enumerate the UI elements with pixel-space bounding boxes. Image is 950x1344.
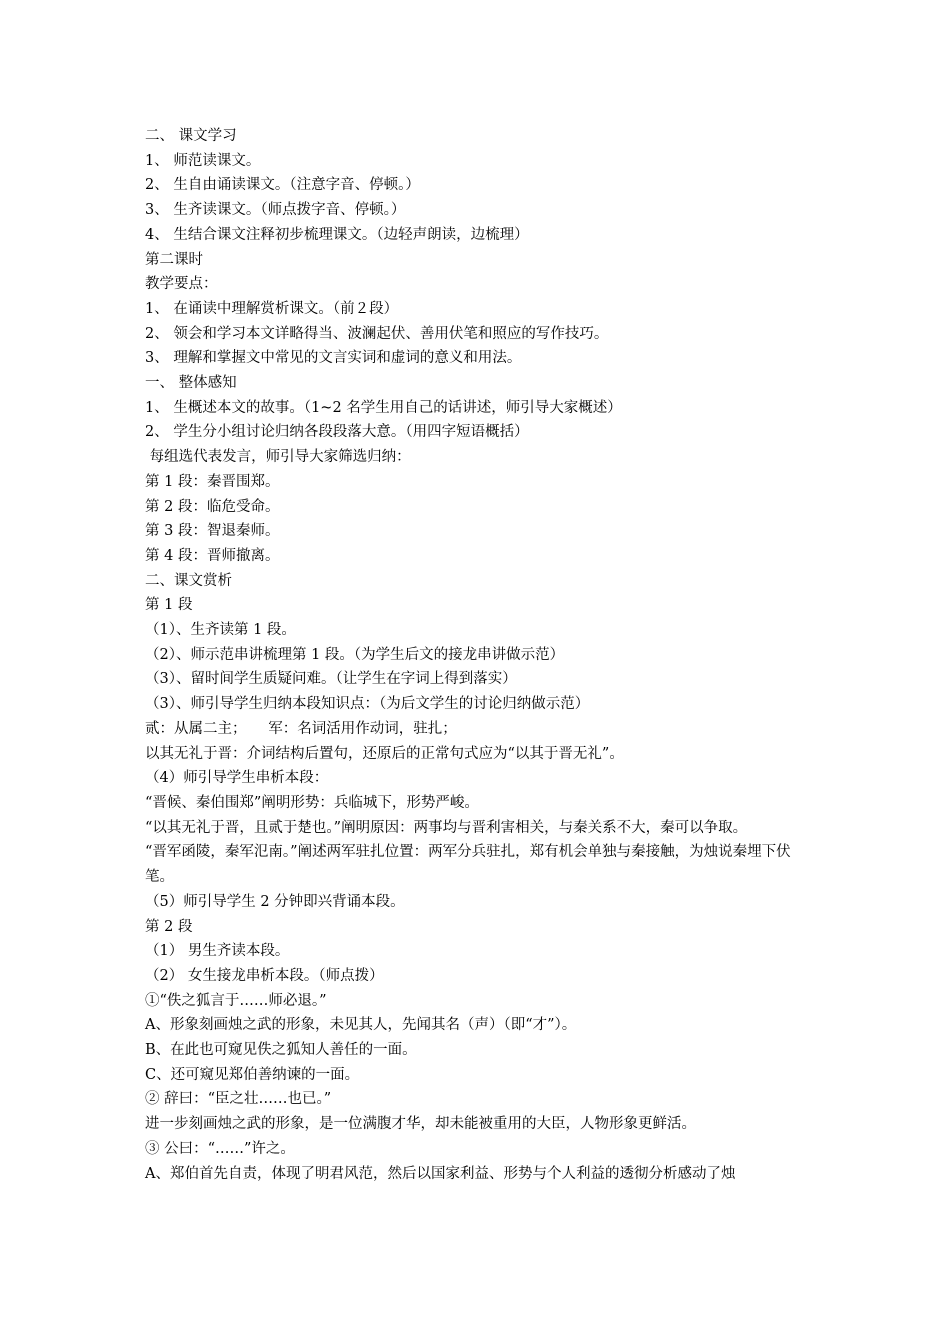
text-line: （2） 女生接龙串析本段。（师点拨） [145,967,384,984]
text-line: 每组选代表发言，师引导大家筛选归纳： [145,449,411,466]
text-line: 1、 师范读课文。 [145,152,261,169]
text-line: 第 2 段 [145,918,193,935]
text-line: （5）师引导学生 2 分钟即兴背诵本段。 [145,893,405,910]
text-line: 2、 领会和学习本文详略得当、波澜起伏、善用伏笔和照应的写作技巧。 [145,325,609,342]
text-line: （4）师引导学生串析本段： [145,770,329,787]
text-line: 第 1 段：秦晋围郑。 [145,473,280,490]
text-line: 进一步刻画烛之武的形象，是一位满腹才华，却未能被重用的大臣，人物形象更鲜活。 [145,1116,696,1133]
text-line: （2）、师示范串讲梳理第 1 段。（为学生后文的接龙串讲做示范） [145,646,565,663]
text-line: 3、 理解和掌握文中常见的文言实词和虚词的意义和用法。 [145,350,522,367]
text-line: 1、 在诵读中理解赏析课文。（前２段） [145,300,399,317]
text-line: （3）、留时间学生质疑问难。（让学生在字词上得到落实） [145,671,517,688]
text-line: （3）、师引导学生归纳本段知识点：（为后文学生的讨论归纳做示范） [145,696,590,713]
text-line: C、还可窥见郑伯善纳谏的一面。 [145,1066,360,1083]
text-line: 以其无礼于晋：介词结构后置句，还原后的正常句式应为“以其于晋无礼”。 [145,745,624,762]
text-line: 第 1 段 [145,597,193,614]
text-line: 第 3 段：智退秦师。 [145,523,280,540]
text-line: 第 2 段：临危受命。 [145,498,280,515]
text-line: A、形象刻画烛之武的形象，未见其人，先闻其名（声）（即“才”）。 [145,1017,577,1034]
text-line: 二、 课文学习 [145,128,237,144]
text-line: ② 辞曰：“臣之壮……也已。” [145,1091,332,1108]
text-line: ①“佚之狐言于……师必退。” [145,992,327,1009]
text-line: 4、 生结合课文注释初步梳理课文。（边轻声朗读，边梳理） [145,226,529,243]
text-line: （1） 男生齐读本段。 [145,943,290,960]
text-line: 一、 整体感知 [145,375,237,392]
text-line: B、在此也可窥见佚之狐知人善任的一面。 [145,1042,417,1059]
text-line: 第 4 段：晋师撤离。 [145,547,280,564]
text-line: （1）、生齐读第 1 段。 [145,622,296,639]
text-line: “晋候、秦伯围郑”阐明形势：兵临城下，形势严峻。 [145,794,479,811]
text-line: 教学要点： [145,276,218,293]
text-line: 1、 生概述本文的故事。（1~2 名学生用自己的话讲述，师引导大家概述） [145,399,622,416]
text-line: ③ 公曰：“……”许之。 [145,1140,295,1157]
text-line: 第二课时 [145,251,203,268]
text-line: A、郑伯首先自责，体现了明君风范，然后以国家利益、形势与个人利益的透彻分析感动了烛 [145,1165,736,1182]
text-line: 3、 生齐读课文。（师点拨字音、停顿。） [145,202,406,219]
text-line: 二、课文赏析 [145,572,232,589]
text-line: 贰：从属二主； 军：名词活用作动词，驻扎； [145,720,457,737]
text-line: “晋军函陵，秦军氾南。”阐述两军驻扎位置：两军分兵驻扎，郑有机会单独与秦接触，为烛说秦埋下伏笔。 [145,844,791,886]
document-body [145,124,810,1186]
text-line: 2、 学生分小组讨论归纳各段段落大意。（用四字短语概括） [145,424,529,441]
text-line: “以其无礼于晋，且贰于楚也。”阐明原因：两事均与晋利害相关，与秦关系不大，秦可以争取。 [145,819,748,836]
text-line: 2、 生自由诵读课文。（注意字音、停顿。） [145,177,420,194]
